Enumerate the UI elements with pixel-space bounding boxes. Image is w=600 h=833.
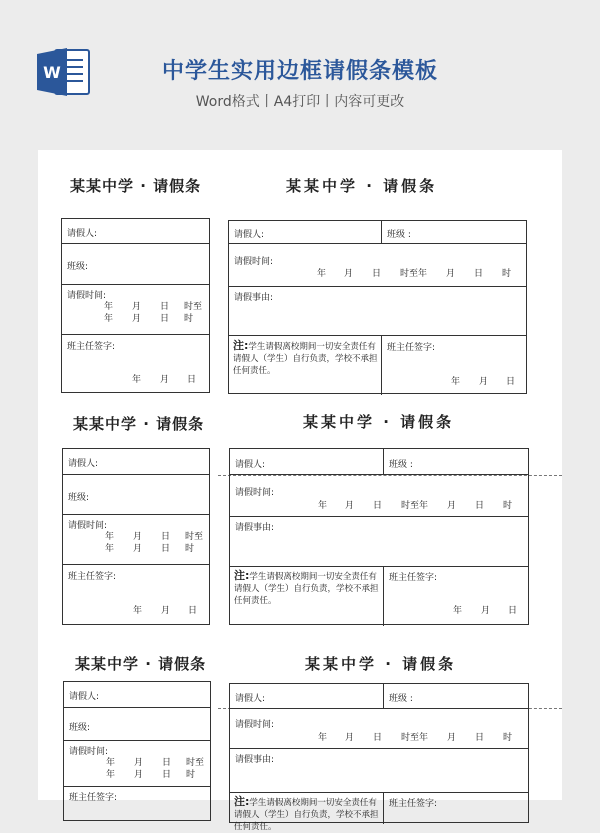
slip-title-right: 某某中学 · 请假条 bbox=[286, 177, 438, 195]
slip-title-right-3: 某某中学 · 请假条 bbox=[305, 655, 457, 673]
leave-slip-stub-3: 请假人: 班级: 请假时间: 年 月 日 时至 年 月 日 时 班主任签字: bbox=[63, 681, 211, 821]
applicant-label: 请假人: bbox=[67, 229, 98, 239]
teacher-sign-label: 班主任签字: bbox=[67, 342, 116, 352]
disclaimer-note: 注:学生请假离校期间一切安全责任有请假人（学生）自行负责，学校不承担任何责任。 bbox=[233, 339, 378, 376]
class-label: 班级: bbox=[67, 262, 89, 272]
document-page bbox=[38, 150, 562, 832]
leave-slip-main-2: 请假人: 班级 : 请假时间: 年 月 日 时至年 月 日 时 请假事由: 注:学生请假离校期间一切安全责任有请假人（学生）自行负责，学校不承担任何责任。 班主任签字: 年 月 日 bbox=[229, 448, 529, 625]
slip-title-right-2: 某某中学 · 请假条 bbox=[303, 413, 455, 431]
slip-title-left-3: 某某中学 · 请假条 bbox=[75, 655, 207, 673]
leave-slip-main: 请假人: 班级 : 请假时间: 年 月 日 时至年 月 日 时 请假事由: 注:学生请假离校期间一切安全责任有请假人（学生）自行负责，学校不承担任何责任。 班主任签字: 年 月 日 bbox=[228, 220, 527, 394]
leave-slip-main-3: 请假人: 班级 : 请假时间: 年 月 日 时至年 月 日 时 请假事由: 注:学生请假离校期间一切安全责任有请假人（学生）自行负责，学校不承担任何责任。 班主任签字: bbox=[229, 683, 529, 823]
page-title: 中学生实用边框请假条模板 bbox=[161, 59, 438, 84]
leave-slip-stub-2: 请假人: 班级: 请假时间: 年 月 日 时至 年 月 日 时 班主任签字: 年 月 日 bbox=[62, 448, 210, 625]
svg-text:W: W bbox=[43, 63, 61, 82]
reason-label: 请假事由: bbox=[234, 293, 274, 303]
slip-title-left-2: 某某中学 · 请假条 bbox=[73, 415, 205, 433]
time-label: 请假时间: bbox=[67, 291, 107, 301]
header bbox=[0, 0, 600, 148]
slip-title-left: 某某中学 · 请假条 bbox=[70, 177, 202, 195]
leave-slip-stub: 请假人: 班级: 请假时间: 年 月 日 时至 年 月 日 时 班主任签字: 年 月 日 bbox=[61, 218, 210, 393]
page-subtitle: Word格式丨A4打印丨内容可更改 bbox=[195, 94, 405, 110]
disclaimer-note: 注:学生请假离校期间一切安全责任有请假人（学生）自行负责，学校不承担任何责任。 bbox=[234, 569, 379, 606]
disclaimer-note: 注:学生请假离校期间一切安全责任有请假人（学生）自行负责，学校不承担任何责任。 bbox=[234, 795, 379, 832]
